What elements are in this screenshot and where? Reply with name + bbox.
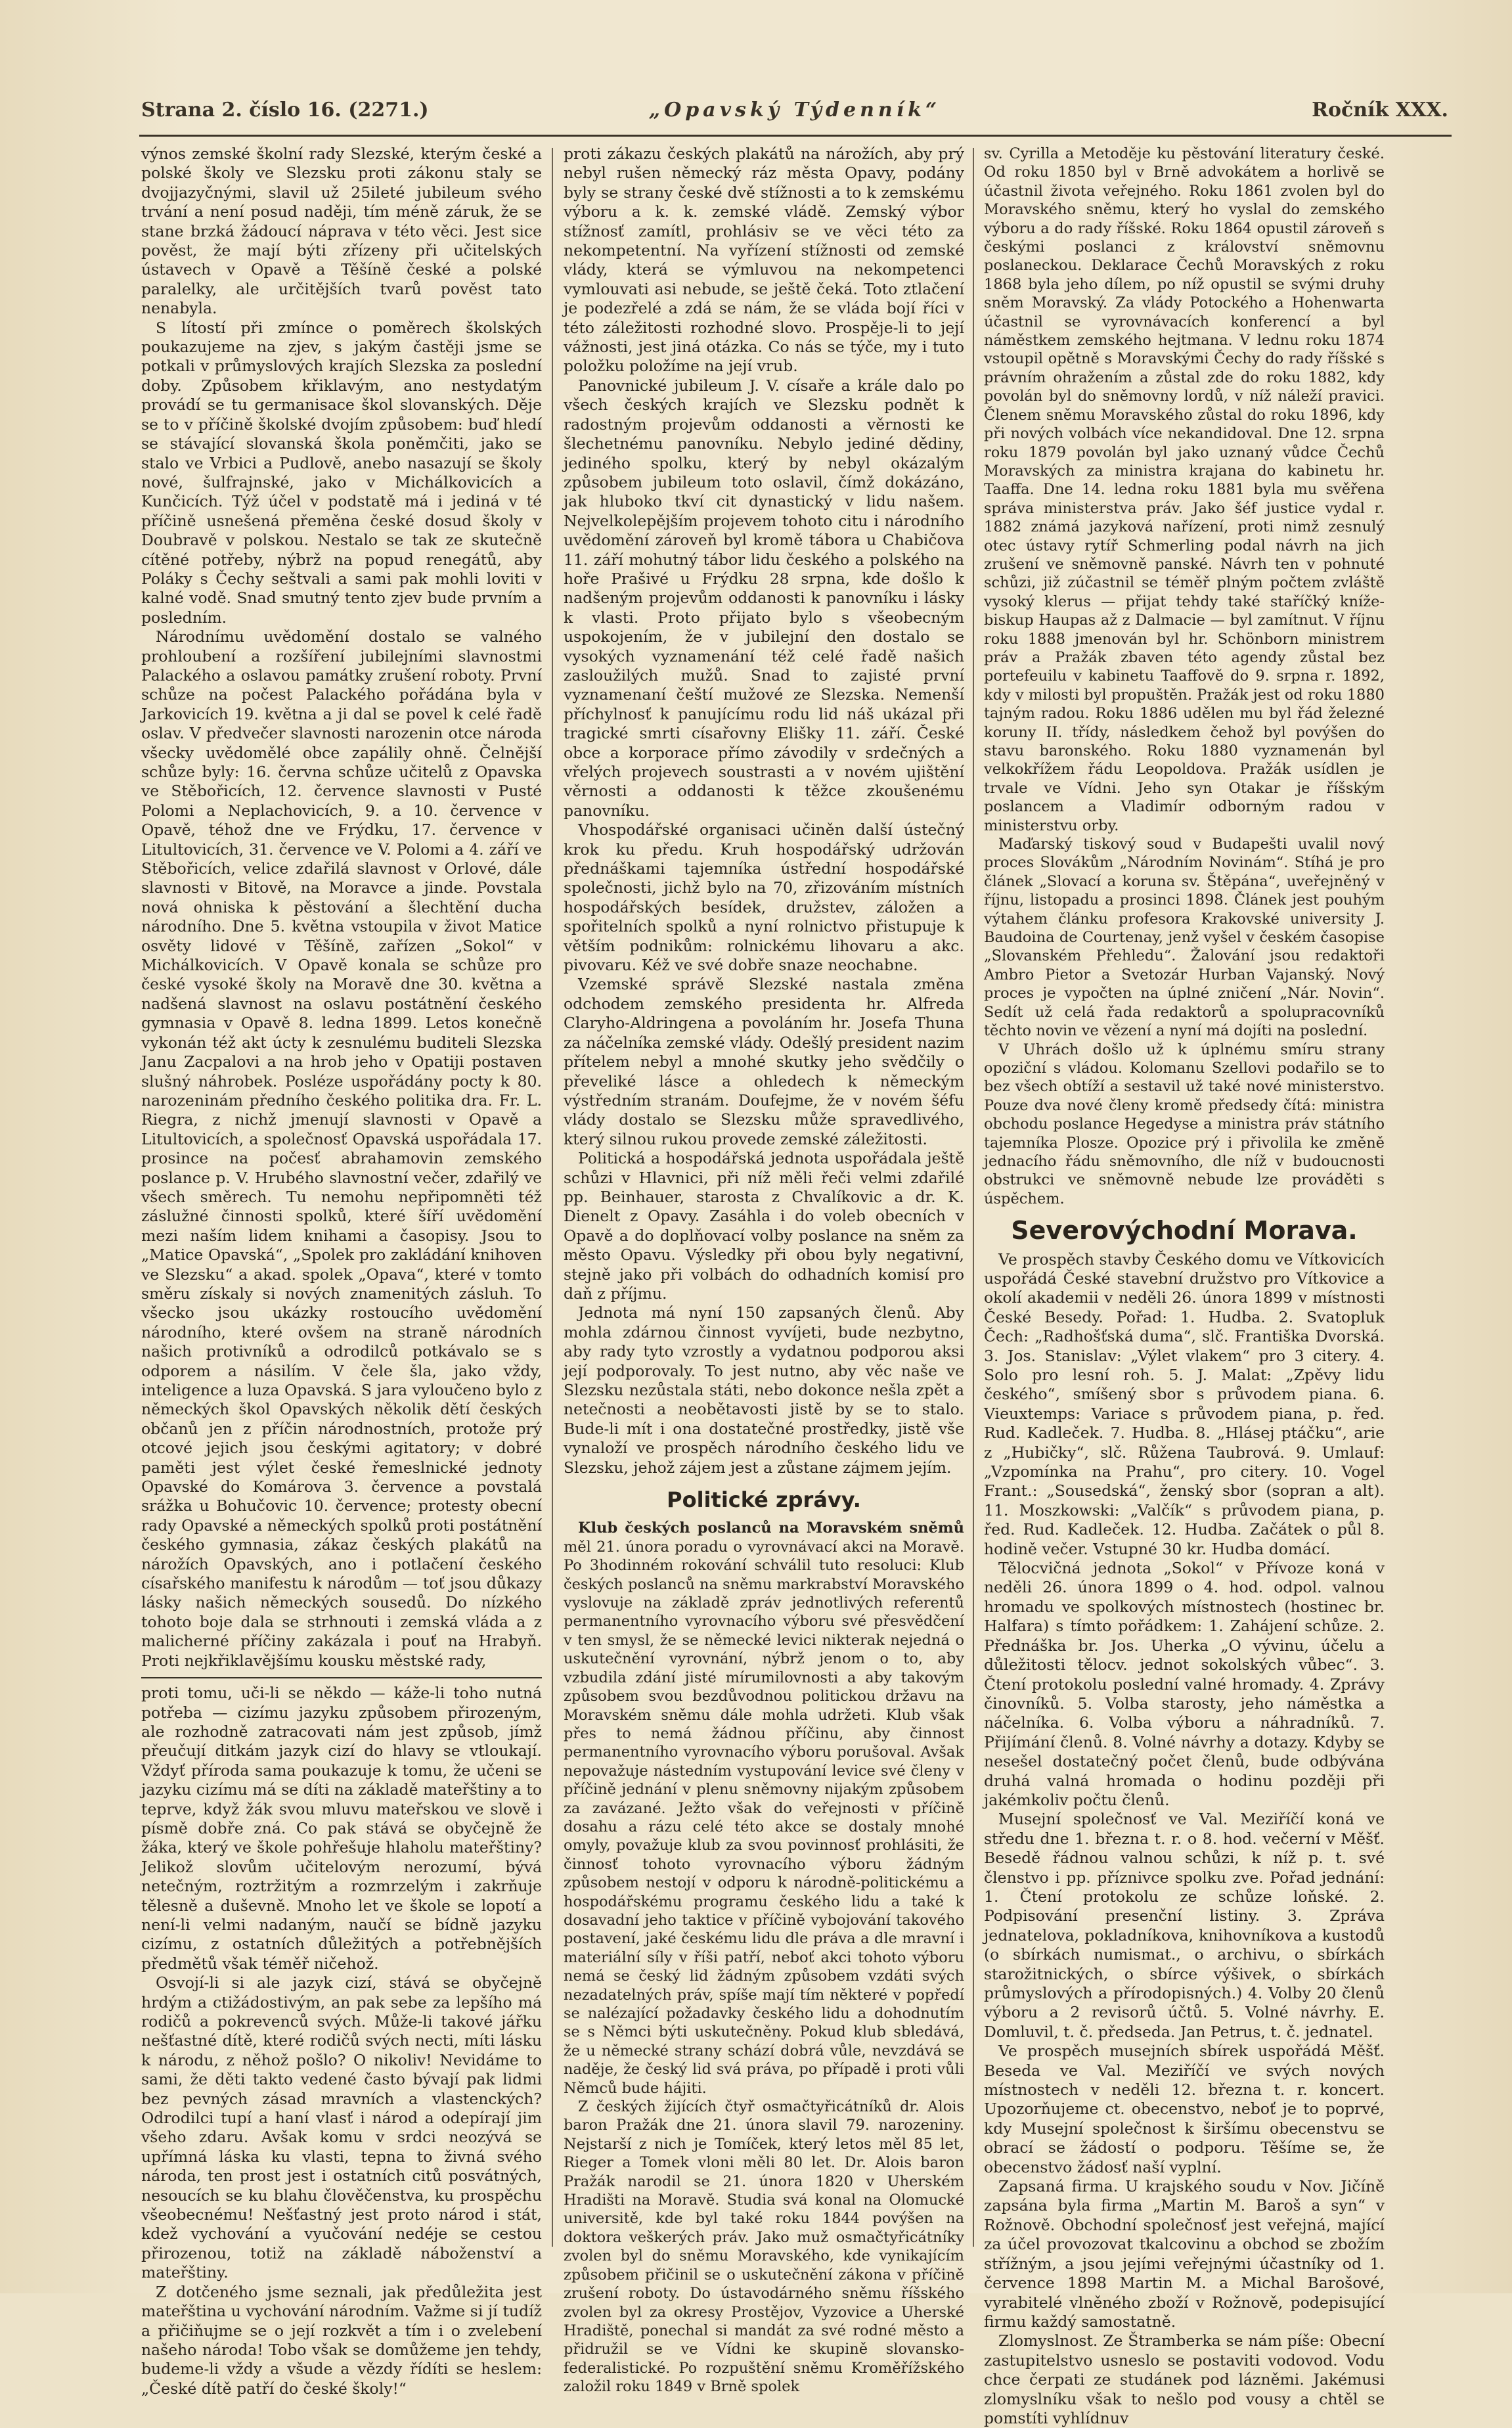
column-divider <box>552 148 553 2247</box>
article-paragraph: Zapsaná firma. U krajského soudu v Nov. Jičíně zapsána byla firma „Martin M. Baroš a syn“ v Rožnově. Obchodní společnosť jest veřejná, mající za účel provozovat tkalcovinu a obchod se zbožím střížným, a jsou jejími veřejnými účastníky od 1. července 1898 Martin M. a Michal Barošové, vyrabitelé vlněného zboží v Rožnově, podepisující firmu každý samostatně. <box>984 2177 1385 2331</box>
article-paragraph: Vzemské správě Slezské nastala změna odchodem zemského presidenta hr. Alfreda Claryho-Aldringena a povoláním hr. Josefa Thuna za náčelníka zemské vlády. Odešlý president nazim přítelem nebyl a mnohé skutky jeho svědčily o převeliké lásce a ohledech k německým výstředním stranám. Doufejme, že v novém šéfu vlády dostalo se Slezsku může spravedlivého, který silnou rukou provede zemské záležitosti. <box>564 975 964 1148</box>
column-2 <box>564 145 964 2396</box>
header-rule <box>139 135 1452 137</box>
article-paragraph: Osvojí-li si ale jazyk cizí, stává se obyčejně hrdým a ctižádostivým, an pak sebe za lepšího má rodičů a pokrevenců svých. Může-li takové jářku nešťastné dítě, které rodičů svých necti, míti lásku k národu, z něhož pošlo? O nikoliv! Nevidáme to sami, že děti takto vedené často bývají pak lidmi bez pevných zásad mravních a vlastenckých? Odrodilci tupí a haní vlasť i národ a odepírají jim všeho zdaru. Avšak komu v srdci neozývá se upřímná láska ku vlasti, tepna to živná svého národa, ten prost jest i ostatních citů posvátných, nesoucích se ku blahu člověčenstva, ku prospěchu všeobecnému! Nešťastný jest proto národ i stát, kdež vychování a vyučování nedéje se cestou přirozenou, totiž na základě náboženství a mateřštiny. <box>141 1973 542 2282</box>
article-paragraph: Z dotčeného jsme seznali, jak předůležita jest mateřština u vychování národním. Važme si jí tudíž a přičiňujme se o její rozkvět a tím i o zvelebení našeho národa! Tobo však se domůžeme jen tehdy, budeme-li vždy a všude a vězdy řídíti se heslem: „České dítě patří do české školy!“ <box>141 2282 542 2398</box>
section-rule <box>141 1677 542 1678</box>
article-paragraph: výnos zemské školní rady Slezské, kterým české a polské školy ve Slezsku proti zákonu staly se dvojjazyčnými, slavil už 25ileté jubileum svého trvání a není posud naději, tím méně záruk, že se stane brzká žádoucí náprava v této věci. Jest sice pověst, že mají býti zřízeny při učitelských ústavech v Opavě a Těšíně české a polské paralelky, ale určitějších tvarů pověst tato nenabyla. <box>141 145 542 318</box>
header-newspaper-title: „Opavský Týdenník“ <box>648 99 941 122</box>
article-paragraph: Tělocvičná jednota „Sokol“ v Přívoze koná v neděli 26. února 1899 o 4. hod. odpol. valnou hromadu ve spolkových místnostech (hostinec br. Halfara) s tímto pořádkem: 1. Zahájení schůze. 2. Přednáška br. Jos. Uherka „O vývinu, účelu a důležitosti tělocv. jednot sokolských vůbec“. 3. Čtení protokolu poslední valné hromady. 4. Zprávy činovníků. 5. Volba starosty, jeho náměstka a náčelníka. 6. Volba výboru a náhradníků. 7. Přijímání členů. 8. Volné návrhy a dotazy. Kdyby se nesešel dostatečný počet členů, bude odbývána druhá valná hromada o hodinu později při jakémkoliv počtu členů. <box>984 1559 1385 1809</box>
article-paragraph: V Uhrách došlo už k úplnému smíru strany opoziční s vládou. Kolomanu Szellovi podařilo se to bez všech obtíží a sestavil už také nové ministerstvo. Pouze dva nové členy kromě předsedy čítá: ministra obchodu poslance Hegedyse a ministra práv státního tajemníka Plosze. Opozice prý i přivolila ke změně jednacího řádu sněmovního, dle níž v budoucnosti obstrukci ve sněmovně nebude lze prováděti s úspěchem. <box>984 1041 1385 1207</box>
article-paragraph: měl 21. února poradu o vyrovnávací akci na Moravě. Po 3hodinném rokování schválil tuto resoluci: Klub českých poslanců na sněmu markrabství Moravského vyslovuje na základě zpráv jednotlivých referentů permanentního vyrovnacího výboru své přesvědčení v ten smysl, že se německé levici nikterak nejedná o uskutečnění vyrovnání, nýbrž jenom o to, aby vzbudila zdání jisté mírumilovnosti a aby takovým způsobem svou bezdůvodnou politickou državu na Moravském sněmu dále mohla udržeti. Klub však přes to nemá žádnou příčinu, aby činnost permanentního vyrovnacího výboru porušoval. Avšak nepovažuje nástedním vystupování levice své členy v příčině jednání v plenu sněmovny nijakým způsobem za zavázané. Ježto však do veřejnosti v příčině dosahu a rázu celé této akce se dostaly mnohé omyly, považuje klub za svou povinnosť prohlásiti, že činnosť tohoto vyrovnacího výboru žádným způsobem nestojí v odporu k národně-politickému a hospodářskému programu českého lidu a také k dosavadní jeho taktice v příčině vybojování takového postavení, jaké českému lidu dle práva a dle mravní i materiální síly v říši patří, neboť akci tohoto výboru nemá se český lid žádným způsobem vzdáti svých nezadatelných práv, spíše mají tím některé v popředí se nalézající požadavky českého lidu a dohodnutím se s Němci býti uskutečněny. Pokud klub sbledává, že u německé strany schází dobrá vůle, nevzdává se naděje, že český lid svá práva, po případě i proti vůli Němců bude hájiti. <box>564 1538 964 2097</box>
article-paragraph: Vhospodářské organisaci učiněn další ústečný krok ku předu. Kruh hospodářský udržován přednáškami tajemníka ústřední hospodářské společnosti, jichž bylo na 70, zřizováním místních hospodářských besídek, družstev, záložen a spořitelních spolků a nyní rolnictvo přistupuje k větším podnikům: rolnickému lihovaru a akc. pivovaru. Kéž ve své dobře snaze neochabne. <box>564 821 964 975</box>
article-paragraph: Politická a hospodářská jednota uspořádala ještě schůzi v Hlavnici, při níž měli řeči velmi zdařilé pp. Beinhauer, starosta z Chvalíkovic a dr. K. Dienelt z Opavy. Zasáhla i do voleb obecních v Opavě a do doplňovací volby poslance na sněm za město Opavu. Výsledky při obou byly negativní, stejně jako při volbách do odhadních komisí pro daň z příjmu. <box>564 1149 964 1303</box>
header-volume: Ročník XXX. <box>1312 99 1448 122</box>
article-paragraph: proti zákazu českých plakátů na nárožích, aby prý nebyl rušen německý ráz města Opavy, podány byly se strany české dvě stížnosti a to k zemskému výboru a k. k. zemské vládě. Zemský výbor stížnosť zamítl, prohlásiv se ve věci této za nekompetentní. Na vyřízení stížnosti od zemské vlády, která se výmluvou na nekompetenci vymlouvati asi nebude, se ještě čeká. Toto ztlačení je podezřelé a zdá se nám, že se vláda bojí říci v této záležitosti rozhodné slovo. Prospěje-li to její vážnosti, jest jiná otázka. Co nás se týče, my i tuto položku položíme na její vrub. <box>564 145 964 376</box>
page-header <box>141 99 1448 129</box>
article-paragraph: Jednota má nyní 150 zapsaných členů. Aby mohla zdárnou činnost vyvíjeti, bude nezbytno, aby rady tyto vzrostly a vydatnou podporou aksi její podporovaly. To jest nutno, aby věc naše ve Slezsku nezůstala státi, nebo dokonce nešla zpět a netečnosti a neobětavosti jistě by se to stalo. Bude-li mít i ona dostatečné prostředky, jistě vše vynaloží ve prospěch národního českého lidu ve Slezsku, jehož zájem jest a zůstane zájmem jejím. <box>564 1303 964 1477</box>
section-heading-northeast-moravia: Severovýchodní Morava. <box>1011 1216 1358 1246</box>
article-paragraph: Z českých žijících čtyř osmačtyřicátníků dr. Alois baron Pražák dne 21. února slavil 79. narozeniny. Nejstarší z nich je Tomíček, který letos měl 85 let, Rieger a Tomek vloni měli 80 let. Dr. Alois baron Pražák narodil se 21. února 1820 v Uherském Hradišti na Moravě. Studia svá konal na Olomucké universitě, kde byl také roku 1844 povýšen na doktora veškerých práv. Jako muž osmačtyřicátníky zvolen byl do sněmu Moravského, kde vynikajícím způsobem přičinil se o uskutečnění zákona v příčině zrušení roboty. Do ústavodárného sněmu říšského zvolen byl za okresy Prostějov, Vyzovice a Uherské Hradiště, ponechal si mandát za své rodné město a přidružil se ve Vídni ke skupině slovansko-federalistické. Po rozpuštění sněmu Kroměřížského založil roku 1849 v Brně spolek <box>564 2098 964 2396</box>
article-paragraph: Ve prospěch stavby Českého domu ve Vítkovicích uspořádá České stavební družstvo pro Vítkovice a okolí akademii v neděli 26. února 1899 v místnosti České Besedy. Pořad: 1. Hudba. 2. Svatopluk Čech: „Radhošťská duma“, slč. Františka Dvorská. 3. Jos. Stanislav: „Výlet vlakem“ pro 3 citery. 4. Solo pro lesní roh. 5. J. Malat: „Zpěvy lidu českého“, smíšený sbor s průvodem piana. 6. Vieuxtemps: Variace s průvodem piana, p. řed. Rud. Kadleček. 7. Hudba. 8. „Hlásej ptáčku“, arie z „Hubičky“, slč. Růžena Taubrová. 9. Umlauf: „Vzpomínka na Prahu“, pro citery. 10. Vogel Frant.: „Sousedská“, ženský sbor (sopran a alt). 11. Moszkowski: „Valčík“ s průvodem piana, p. řed. Rud. Kadleček. 12. Hudba. Začátek o půl 8. hodině večer. Vstupné 30 kr. Hudba domácí. <box>984 1249 1385 1558</box>
article-paragraph: sv. Cyrilla a Metoděje ku pěstování literatury české. Od roku 1850 byl v Brně advokátem a horlivě se účastnil života veřejného. Roku 1861 zvolen byl do Moravského sněmu, který ho vyslal do zemského výboru a do rady říšské. Roku 1864 opustil zároveň s českými poslanci z království sněmovnu poslaneckou. Deklarace Čechů Moravských z roku 1868 byla jeho dílem, po níž opustil se svými druhy sněm Moravský. Za vlády Potockého a Hohenwarta účastnil se vyrovnávacích konferencí a byl náměstkem zemského hejtmana. V lednu roku 1874 vstoupil opětně s Moravskými Čechy do rady říšské s právním ohražením a zůstal zde do roku 1882, kdy povolán byl do sněmovny lordů, v níž náleží pravici. Členem sněmu Moravského zůstal do roku 1896, kdy při nových volbách více nekandidoval. Dne 12. srpna roku 1879 povolán byl jako uznaný vůdce Čechů Moravských za ministra krajana do kabinetu hr. Taaffa. Dne 14. ledna roku 1881 byla mu svěřena správa ministerstva práv. Jako šéf justice vydal r. 1882 známá jazyková nařízení, proti nimž zesnulý otec ústavy rytíř Schmerling podal návrh na jich zrušení ve sněmovně panské. Návrh ten v pohnuté schůzi, již zúčastnil se téměř plným počtem zvláště vysoký klerus — přijat tehdy také staříčký kníže-biskup Haupas až z Dalmacie — byl zamítnut. V říjnu roku 1888 jmenován byl hr. Schönborn ministrem práv a Pražák zbaven této agendy zůstal bez portefeuilu v kabinetu Taaffově do 9. srpna r. 1892, kdy v milosti byl propuštěn. Pražák jest od roku 1880 tajným radou. Roku 1886 udělen mu byl řád železné koruny II. třídy, následkem čehož byl povýšen do stavu baronského. Roku 1880 vyznamenán byl velkokřížem řádu Leopoldova. Pražák usídlen je trvale ve Vídni. Jeho syn Otakar je říšským poslancem a Vladimír odborným radou v ministerstvu orby. <box>984 145 1385 834</box>
article-paragraph: Ve prospěch musejních sbírek uspořádá Měšť. Beseda ve Val. Meziříčí ve svých nových místnostech v neděli 12. března t. r. koncert. Upozorňujeme ct. obecenstvo, neboť je to poprvé, kdy Musejní společnost k širšímu obecenstvu se obrací se žádostí o podporu. Těšíme se, že obecenstvo žádosť naší vyplní. <box>984 2042 1385 2176</box>
article-paragraph: proti tomu, uči-li se někdo — káže-li toho nutná potřeba — cizímu jazyku způsobem přirozeným, ale rozhodně zatracovati nám jest způsob, jímž přeučují ditkám jazyk cizí do hlavy se vtloukají. Vždyť příroda sama poukazuje k tomu, že učeni se jazyku cizímu má se díti na základě mateřštiny a to teprve, když žák svou mluvu mateřskou ve slově i písmě dobře zná. Co pak stává se obyčejně že žáka, který ve škole pohřešuje hlaholu mateřštiny? Jelikož slovům učitelovým nerozumí, bývá netečným, roztržitým a rozmrzelým i zakrňuje tělesně a duševně. Mnoho let ve škole se lopotí a není-li velmi nadaným, naučí se bídně jazyku cizímu, z ostatních důležitých a potřebnějších předmětů však téměř ničehož. <box>141 1684 542 1973</box>
column-1 <box>141 145 542 2398</box>
article-paragraph: Zlomyslnost. Ze Štramberka se nám píše: Obecní zastupitelstvo usneslo se postaviti vodovod. Vodu chce čerpati ze studánek pod lázněmi. Jakémusi zlomyslníku však to nešlo pod vousy a chtěl se pomstíti vyhlídnuv <box>984 2331 1385 2427</box>
column-divider <box>973 148 974 2247</box>
article-paragraph: S lítostí při zmínce o poměrech školských poukazujeme na zjev, s jakým častěji jsme se potkali v průmyslových krajích Slezska za poslední doby. Způsobem křiklavým, ano nestydatým provádí se tu germanisace škol slovanských. Děje se to v příčině školské dvojím způsobem: buď hledí se stávající slovanská škola poněmčiti, jako se stalo ve Vrbici a Pudlově, anebo nasazují se školy nové, šulfrajnské, jako v Michálkovicích a Kunčicích. Týž účel v podstatě má i jediná v té příčině usnešená přeměna české dosud školy v Doubravě v polskou. Nestalo se tak ze skutečně cítěné potřeby, nýbrž na popud renegátů, aby Poláky s Čechy seštvali a sami pak mohli loviti v kalné vodě. Snad smutný tento zjev bude prvním a posledním. <box>141 318 542 627</box>
article-paragraph: Panovnické jubileum J. V. císaře a krále dalo po všech českých krajích ve Slezsku podnět k radostným projevům oddanosti a věrnosti ke šlechetnému panovníku. Nebylo jediné dědiny, jediného spolku, který by nebyl okázalým způsobem jubileum toto oslavil, čímž dokázáno, jak hluboko tkví cit dynastický v lidu našem. Nejvelkolepějším projevem tohoto citu i národního uvědomění zároveň byl kromě tábora u Chabičova 11. září mohutný tábor lidu českého a polského na hoře Prašivé u Frýdku 28 srpna, kde došlo k nadšeným projevům oddanosti k panovníku i lásky k vlasti. Proto přijato bylo s všeobecným uspokojením, že v jubilejní den dostalo se vysokých vyznamenání též celé řadě našich zasloužilých mužů. Snad to zajisté první vyznamenaní čeští mužové ze Slezska. Nemenší příchylnosť k panujícímu rodu lid náš ukázal při tragické smrti císařovny Elišky 11. září. České obce a korporace přímo závodily v srdečných a vřelých projevech soustrasti a v novém ujištění věrnosti a oddanosti k těžce zkoušenému panovníku. <box>564 376 964 820</box>
article-paragraph: Musejní společnosť ve Val. Meziříčí koná ve středu dne 1. března t. r. o 8. hod. večerní v Měšť. Besedě řádnou valnou schůzi, k níž p. t. své členstvo i pp. příznivce spolku zve. Pořad jednání: 1. Čtení protokolu ze schůze loňské. 2. Podpisování presenční listiny. 3. Zpráva jednatelova, pokladníkova, knihovníkova a kustodů (o sbírkách numismat., o archivu, o sbírkách starožitnických, o sbírce výšivek, o sbírkách průmyslových a přírodopisných.) 4. Volby 20 členů výboru a 2 revisorů účtů. 5. Volné návrhy. E. Domluvil, t. č. předseda. Jan Petrus, t. č. jednatel. <box>984 1810 1385 2041</box>
article-paragraph: Maďarský tiskový soud v Budapešti uvalil nový proces Slovákům „Národním Novinám“. Stíhá je pro článek „Slovací a koruna sv. Štěpána“, uveřejněný v říjnu, listopadu a prosinci 1898. Článek jest pouhým výtahem článku profesora Krakovské university J. Baudoina de Courtenay, jenž vyšel v českém časopise „Slovanském Přehledu“. Žalování jsou redaktoři Ambro Pietor a Svetozár Hurban Vajanský. Nový proces je vypočten na úplné zničení „Nár. Novin“. Sedít už celá řada redaktorů a spolupracovníků těchto novin ve vězení a nyní má dojíti na poslední. <box>984 836 1385 1040</box>
header-page-number: Strana 2. číslo 16. (2271.) <box>141 99 429 122</box>
article-paragraph: Národnímu uvědomění dostalo se valného prohloubení a rozšíření jubilejními slavnostmi Palackého a oslavou památky zrušení roboty. První schůze na počest Palackého pořádána byla v Jarkovicích 19. května a ji dal se povel k celé řadě oslav. V předvečer slavnosti narozenin otce národa všecky uvědomělé obce zapálily ohně. Čelnější schůze byly: 16. června schůze učitelů z Opavska ve Stěbořicích, 12. července slavnosti v Pusté Polomi a Neplachovicích, 9. a 10. července v Opavě, téhož dne ve Frýdku, 17. července v Litultovicích, 31. července ve V. Polomi a 4. září ve Stěbořicích, velice zdařilá slavnost v Orlové, dále slavnosti v Bitově, na Moravce a jinde. Povstala nová ohniska k pěstování a šlechtění ducha národního. Dne 5. května vstoupila v život Matice osvěty lidové v Těšíně, zařízen „Sokol“ v Michálkovicích. V Opavě konala se schůze pro české vysoké školy na Moravě dne 30. května a nadšená slavnost na oslavu postátnění českého gymnasia v Opavě 8. ledna 1899. Letos konečně vykonán též akt úcty k zesnulému buditeli Slezska Janu Zacpalovi a na hrob jeho v Opatiji postaven slušný náhrobek. Posléze uspořádány pocty k 80. narozeninám předního českého politika dra. Fr. L. Riegra, z nichž jmenují slavnosti v Opavě a Litultovicích, a společnosť Opavská uspořádala 17. prosince na počesť abrahamovin zemského poslance p. V. Hrubého slavnostní večer, zdařilý ve všech směrech. Tu nemohu nepřipomněti též záslužné činnosti spolků, které šíří uvědomění mezi naším lidem knihami a časopisy. Jsou to „Matice Opavská“, „Spolek pro zakládání knihoven ve Slezsku“ a akad. spolek „Opava“, které v tomto směru získaly si nových znamenitých zásluh. To všecko jsou ukázky rostoucího uvědomění národního, které ovšem na straně národních našich protivníků a odrodilců potkávalo se s odporem a násilím. V čele šla, jako vždy, inteligence a luza Opavská. S jara vyloučeno bylo z německých škol Opavských několik dětí českých občanů jen z příčin národnostních, protože prý otcové jejich jsou českými agitatory; v dobré paměti jest výlet české řemeslnické jednoty Opavské do Komárova 3. července a povstalá srážka u Bohučovic 10. července; protesty obecní rady Opavské a německých spolků proti postátnění českého gymnasia, zákaz českých plakátů na nárožích Opavských, ano i potlačení českého císařského manifestu k národům — toť jsou důkazy lásky našich německých sousedů. Do nízkého tohoto boje dala se strhnouti i zemská vláda a z malicherné příčiny zakázala i pouť na Hrabyň. Proti nejkřiklavějšímu kousku městské rady, <box>141 627 542 1670</box>
section-heading-political-news: Politické zprávy. <box>667 1487 861 1513</box>
article-headline: Klub českých poslanců na Moravském sněmů <box>578 1519 964 1537</box>
column-3 <box>984 145 1385 2427</box>
